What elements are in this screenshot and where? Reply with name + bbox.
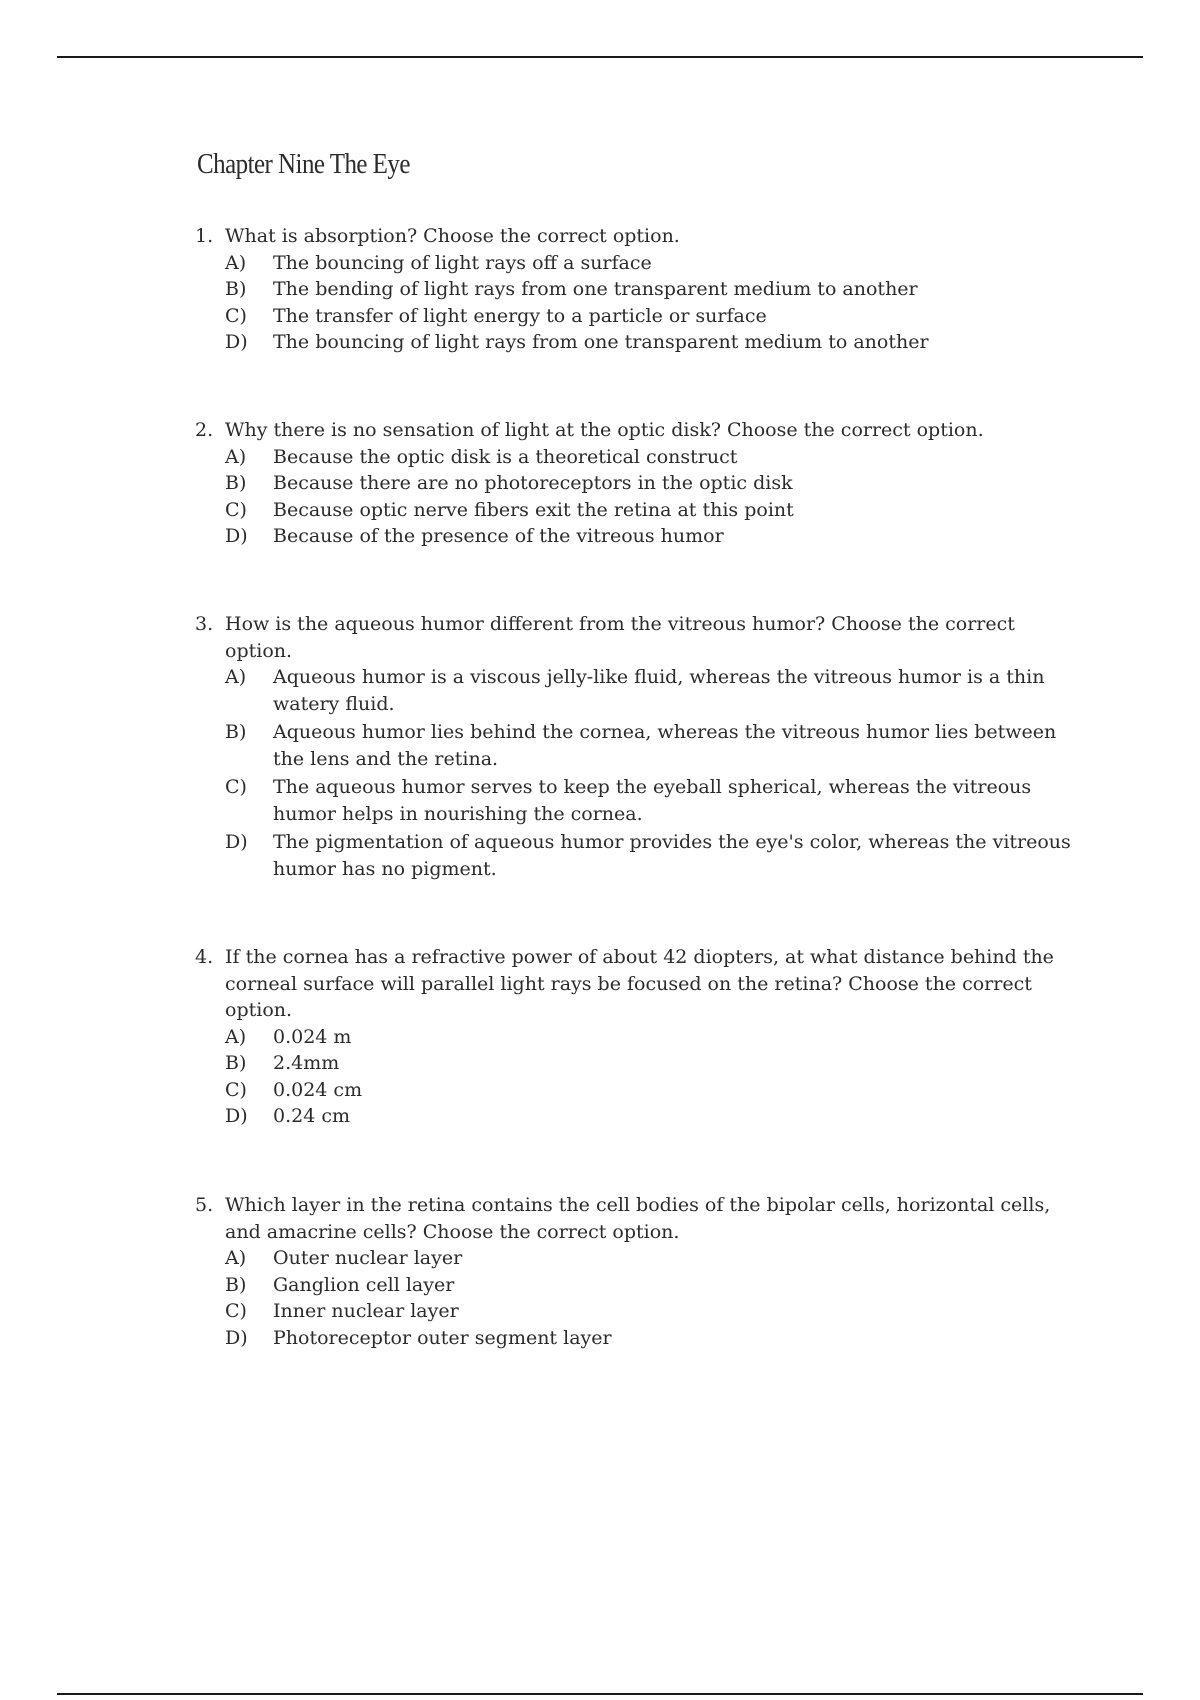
option-text: The bending of light rays from one transparent medium to another bbox=[273, 278, 918, 300]
option-d bbox=[195, 1325, 1075, 1352]
question-text: How is the aqueous humor different from the vitreous humor? Choose the correct option. bbox=[225, 613, 1015, 662]
option-d bbox=[195, 523, 1075, 550]
option-c bbox=[195, 497, 1075, 524]
option-text: The pigmentation of aqueous humor provides the eye's color, whereas the vitreous humor has no pigment. bbox=[273, 831, 1071, 880]
option-b bbox=[195, 276, 1075, 303]
option-label: A) bbox=[225, 251, 247, 274]
option-label: D) bbox=[225, 525, 248, 547]
option-text: The bouncing of light rays off a surface bbox=[273, 251, 652, 274]
option-d bbox=[195, 1103, 1075, 1130]
option-label: B) bbox=[225, 472, 247, 494]
option-c bbox=[195, 303, 1075, 330]
question-text: If the cornea has a refractive power of about 42 diopters, at what distance behind the corneal surface will parallel light rays be focused on the retina? Choose the correct option. bbox=[225, 946, 1054, 1021]
option-label: B) bbox=[225, 1273, 247, 1296]
question-stem bbox=[195, 611, 1075, 664]
option-c bbox=[195, 1298, 1075, 1325]
option-text: Photoreceptor outer segment layer bbox=[273, 1326, 612, 1349]
option-text: 2.4mm bbox=[273, 1052, 340, 1074]
option-label: A) bbox=[225, 666, 247, 688]
option-a bbox=[195, 250, 1075, 277]
option-b bbox=[195, 470, 1075, 497]
question-text: What is absorption? Choose the correct option. bbox=[225, 225, 680, 247]
question-5 bbox=[195, 1192, 1075, 1351]
option-label: C) bbox=[225, 1300, 247, 1322]
question-number: 3. bbox=[195, 613, 214, 635]
option-list bbox=[195, 1245, 1075, 1351]
option-text: The transfer of light energy to a particle or surface bbox=[273, 304, 767, 327]
option-list bbox=[195, 664, 1075, 882]
question-number: 1. bbox=[195, 225, 214, 247]
option-text: Ganglion cell layer bbox=[273, 1273, 455, 1296]
option-text: 0.024 cm bbox=[273, 1078, 363, 1101]
option-text: Inner nuclear layer bbox=[273, 1300, 459, 1322]
option-label: B) bbox=[225, 721, 247, 743]
option-text: Because optic nerve fibers exit the retina at this point bbox=[273, 498, 794, 521]
option-c bbox=[195, 1077, 1075, 1104]
option-text: Because of the presence of the vitreous humor bbox=[273, 525, 724, 547]
option-c bbox=[195, 774, 1075, 827]
question-number: 5. bbox=[195, 1194, 214, 1216]
option-text: The bouncing of light rays from one transparent medium to another bbox=[273, 331, 929, 353]
question-stem bbox=[195, 417, 1075, 444]
option-list bbox=[195, 1024, 1075, 1130]
question-3 bbox=[195, 611, 1075, 884]
option-label: D) bbox=[225, 1105, 248, 1127]
option-text: 0.24 cm bbox=[273, 1105, 351, 1127]
question-2 bbox=[195, 417, 1075, 550]
option-a bbox=[195, 664, 1075, 717]
question-stem bbox=[195, 1192, 1075, 1245]
option-text: Because there are no photoreceptors in the optic disk bbox=[273, 472, 793, 494]
option-a bbox=[195, 1245, 1075, 1272]
option-label: A) bbox=[225, 1025, 247, 1048]
option-label: D) bbox=[225, 1326, 248, 1349]
option-label: D) bbox=[225, 831, 248, 853]
option-label: C) bbox=[225, 776, 247, 798]
option-list bbox=[195, 250, 1075, 356]
option-d bbox=[195, 329, 1075, 356]
option-label: B) bbox=[225, 278, 247, 300]
option-b bbox=[195, 719, 1075, 772]
option-label: D) bbox=[225, 331, 248, 353]
question-number: 4. bbox=[195, 946, 214, 968]
question-text: Why there is no sensation of light at the optic disk? Choose the correct option. bbox=[225, 419, 984, 441]
header-rule bbox=[57, 56, 1143, 58]
chapter-title: Chapter Nine The Eye bbox=[197, 148, 410, 180]
option-label: C) bbox=[225, 304, 247, 327]
option-label: A) bbox=[225, 1247, 247, 1269]
option-label: B) bbox=[225, 1052, 247, 1074]
question-1 bbox=[195, 223, 1075, 356]
option-a bbox=[195, 444, 1075, 471]
option-label: C) bbox=[225, 1078, 247, 1101]
option-text: Because the optic disk is a theoretical construct bbox=[273, 445, 738, 468]
option-text: 0.024 m bbox=[273, 1025, 352, 1048]
question-text: Which layer in the retina contains the cell bodies of the bipolar cells, horizontal cells, and amacrine cells? Choose the correct option. bbox=[225, 1194, 1051, 1243]
option-list bbox=[195, 444, 1075, 550]
option-text: The aqueous humor serves to keep the eyeball spherical, whereas the vitreous humor helps in nourishing the cornea. bbox=[273, 776, 1032, 825]
option-a bbox=[195, 1024, 1075, 1051]
question-4 bbox=[195, 944, 1075, 1130]
option-label: C) bbox=[225, 498, 247, 521]
option-text: Outer nuclear layer bbox=[273, 1247, 463, 1269]
option-label: A) bbox=[225, 445, 247, 468]
option-text: Aqueous humor is a viscous jelly-like fluid, whereas the vitreous humor is a thin watery fluid. bbox=[273, 666, 1045, 715]
question-stem bbox=[195, 944, 1075, 1024]
option-text: Aqueous humor lies behind the cornea, whereas the vitreous humor lies between the lens and the retina. bbox=[273, 721, 1057, 770]
question-number: 2. bbox=[195, 419, 214, 441]
option-b bbox=[195, 1050, 1075, 1077]
footer-rule bbox=[57, 1693, 1143, 1695]
option-b bbox=[195, 1272, 1075, 1299]
option-d bbox=[195, 829, 1075, 882]
question-stem bbox=[195, 223, 1075, 250]
